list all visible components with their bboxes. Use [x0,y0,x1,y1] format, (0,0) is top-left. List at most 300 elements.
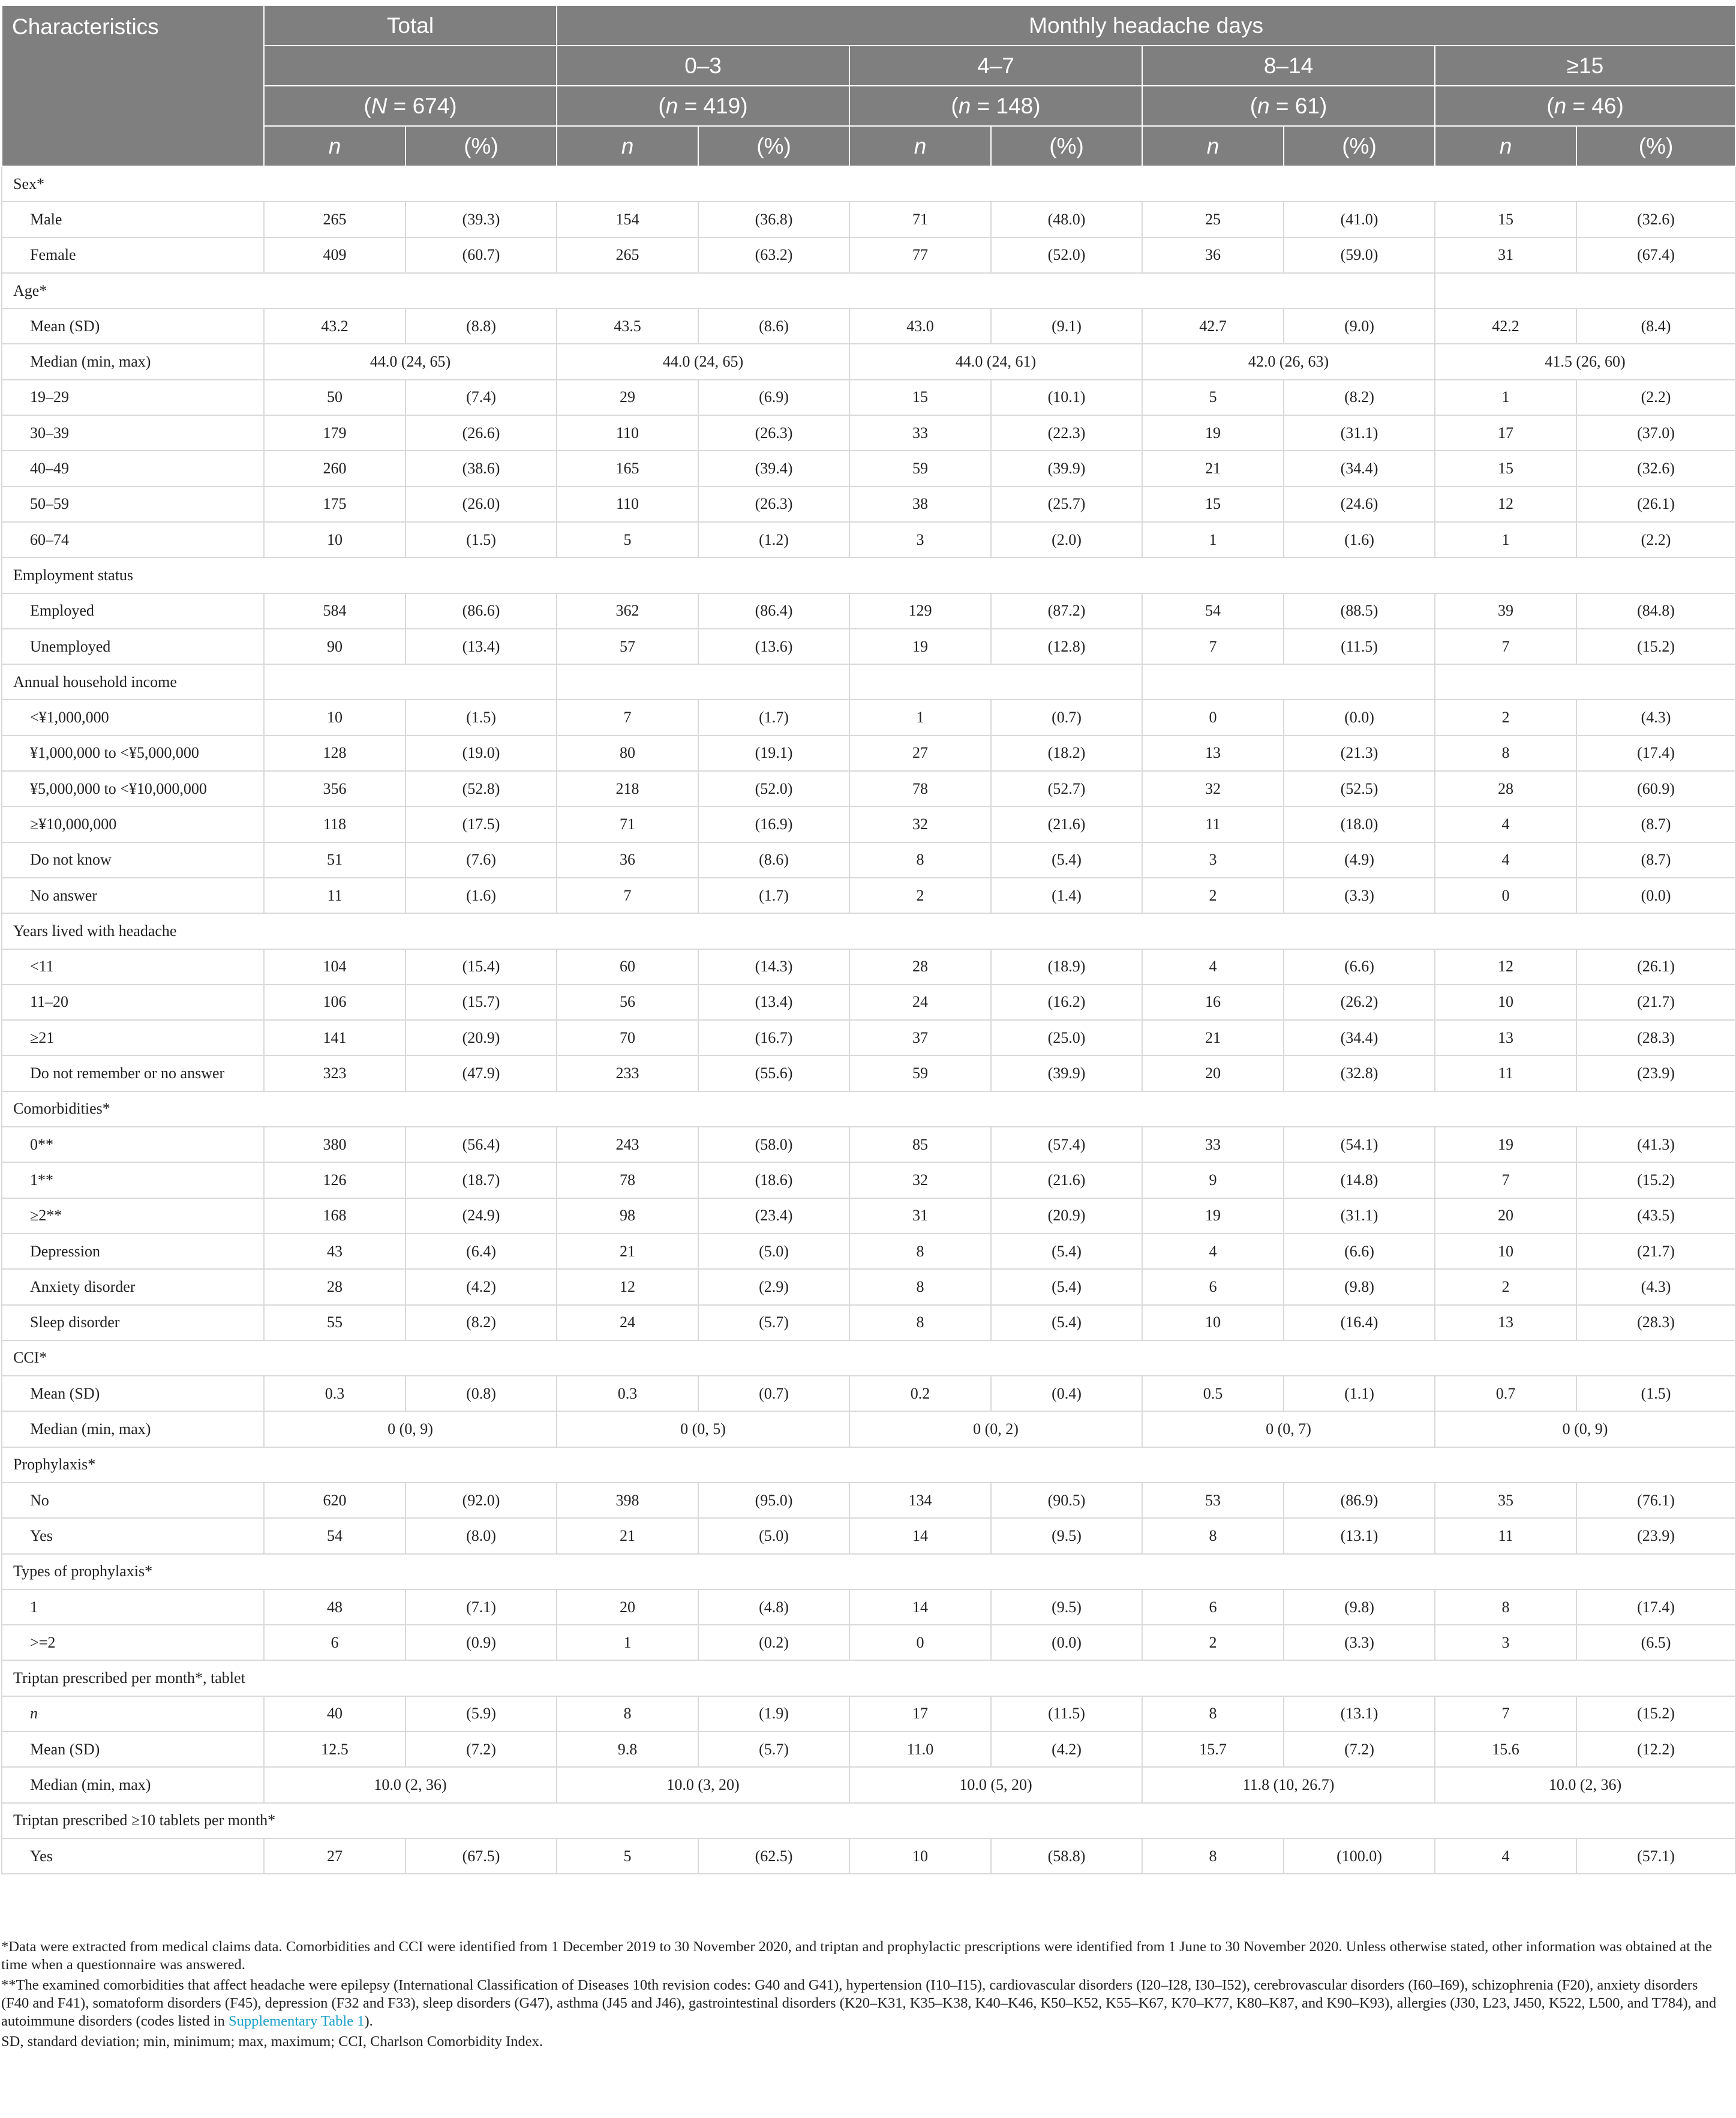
percent-cell: (0.4) [991,1376,1142,1411]
percent-cell: (55.6) [698,1055,849,1091]
percent-cell: (6.9) [698,380,849,415]
percent-cell: (22.3) [991,415,1142,451]
row-label: No answer [2,878,264,913]
table-row [2,1055,1735,1091]
count-cell: 7 [1142,629,1284,664]
percent-cell: (19.0) [406,736,557,771]
percent-cell: (0.0) [991,1625,1142,1660]
count-cell: 32 [1142,771,1284,806]
percent-cell: (20.9) [406,1020,557,1055]
percent-cell: (32.6) [1576,451,1735,486]
section-label: Comorbidities* [2,1091,1735,1127]
percent-cell: (8.6) [698,308,849,344]
percent-cell: (18.9) [991,949,1142,985]
percent-cell: (10.1) [991,380,1142,415]
table-row [2,1767,1735,1802]
empty-cell [849,664,1142,700]
row-label: ≥¥10,000,000 [2,806,264,842]
count-cell: 0 [1435,878,1576,913]
table-header [2,5,1735,166]
count-cell: 0 [1142,700,1284,735]
count-cell: 19 [1142,415,1284,451]
count-cell: 1 [1142,522,1284,557]
median-range-cell: 44.0 (24, 61) [849,344,1142,379]
count-cell: 0.5 [1142,1376,1284,1411]
header-group-15-plus: ≥15 [1435,46,1735,86]
section-row [2,1340,1735,1376]
section-label: Triptan prescribed per month*, tablet [2,1660,1735,1696]
percent-cell: (52.5) [1284,771,1435,806]
count-cell: 380 [264,1127,406,1162]
count-cell: 4 [1142,1234,1284,1269]
count-cell: 10 [849,1838,991,1874]
percent-cell: (8.8) [406,308,557,344]
percent-cell: (5.4) [991,1269,1142,1304]
count-cell: 3 [849,522,991,557]
percent-cell: (17.4) [1576,736,1735,771]
row-label: Mean (SD) [2,308,264,344]
section-row [2,913,1735,949]
median-range-cell: 10.0 (3, 20) [557,1767,849,1802]
percent-cell: (3.3) [1284,1625,1435,1660]
percent-cell: (13.1) [1284,1696,1435,1732]
percent-cell: (6.6) [1284,1234,1435,1269]
percent-cell: (0.2) [698,1625,849,1660]
count-cell: 19 [1435,1127,1576,1162]
count-cell: 126 [264,1162,406,1198]
section-row [2,557,1735,593]
percent-cell: (13.4) [406,629,557,664]
count-cell: 25 [1142,202,1284,237]
row-label: n [2,1696,264,1732]
row-label: 0** [2,1127,264,1162]
percent-cell: (5.0) [698,1234,849,1269]
percent-cell: (21.7) [1576,1234,1735,1269]
percent-cell: (23.9) [1576,1055,1735,1091]
percent-cell: (90.5) [991,1483,1142,1518]
percent-cell: (16.9) [698,806,849,842]
table-row [2,700,1735,735]
count-cell: 7 [557,878,698,913]
count-cell: 128 [264,736,406,771]
median-range-cell: 0 (0, 9) [1435,1411,1735,1447]
count-cell: 17 [849,1696,991,1732]
count-cell: 7 [1435,1696,1576,1732]
count-cell: 2 [1142,878,1284,913]
percent-cell: (60.7) [406,238,557,273]
header-col-percent: (%) [1576,126,1735,166]
count-cell: 60 [557,949,698,985]
percent-cell: (88.5) [1284,593,1435,629]
count-cell: 4 [1435,1838,1576,1874]
percent-cell: (43.5) [1576,1198,1735,1234]
percent-cell: (15.7) [406,985,557,1020]
row-label: Depression [2,1234,264,1269]
count-cell: 27 [849,736,991,771]
percent-cell: (8.0) [406,1518,557,1553]
count-cell: 129 [849,593,991,629]
count-cell: 11.0 [849,1732,991,1767]
percent-cell: (36.8) [698,202,849,237]
percent-cell: (4.3) [1576,700,1735,735]
count-cell: 59 [849,451,991,486]
percent-cell: (5.7) [698,1732,849,1767]
percent-cell: (9.0) [1284,308,1435,344]
empty-cell [1435,273,1735,308]
percent-cell: (39.9) [991,1055,1142,1091]
percent-cell: (12.2) [1576,1732,1735,1767]
percent-cell: (16.2) [991,985,1142,1020]
count-cell: 8 [1142,1518,1284,1553]
percent-cell: (8.7) [1576,806,1735,842]
percent-cell: (18.0) [1284,806,1435,842]
percent-cell: (9.5) [991,1589,1142,1625]
count-cell: 11 [1142,806,1284,842]
percent-cell: (1.4) [991,878,1142,913]
table-row [2,1234,1735,1269]
row-label: ¥1,000,000 to <¥5,000,000 [2,736,264,771]
count-cell: 28 [1435,771,1576,806]
count-cell: 21 [1142,451,1284,486]
header-monthly-headache-days: Monthly headache days [557,5,1735,46]
row-label: >=2 [2,1625,264,1660]
row-label: Anxiety disorder [2,1269,264,1304]
table-row [2,1198,1735,1234]
count-cell: 28 [264,1269,406,1304]
percent-cell: (21.3) [1284,736,1435,771]
count-cell: 7 [1435,629,1576,664]
count-cell: 13 [1435,1305,1576,1340]
count-cell: 3 [1142,842,1284,878]
percent-cell: (92.0) [406,1483,557,1518]
percent-cell: (4.8) [698,1589,849,1625]
section-label: Annual household income [2,664,264,700]
percent-cell: (26.1) [1576,487,1735,522]
percent-cell: (39.9) [991,451,1142,486]
table-body [2,166,1735,1874]
count-cell: 43.5 [557,308,698,344]
count-cell: 620 [264,1483,406,1518]
count-cell: 31 [1435,238,1576,273]
table-row [2,308,1735,344]
count-cell: 1 [1435,380,1576,415]
header-group-8-14: 8–14 [1142,46,1435,86]
count-cell: 53 [1142,1483,1284,1518]
section-label: Years lived with headache [2,913,1735,949]
percent-cell: (5.4) [991,1305,1142,1340]
count-cell: 8 [849,1305,991,1340]
count-cell: 154 [557,202,698,237]
count-cell: 31 [849,1198,991,1234]
header-col-n: n [849,126,991,166]
count-cell: 43.0 [849,308,991,344]
row-label: No [2,1483,264,1518]
percent-cell: (67.4) [1576,238,1735,273]
count-cell: 6 [1142,1589,1284,1625]
percent-cell: (3.3) [1284,878,1435,913]
count-cell: 19 [1142,1198,1284,1234]
count-cell: 356 [264,771,406,806]
percent-cell: (8.4) [1576,308,1735,344]
count-cell: 33 [849,415,991,451]
count-cell: 71 [849,202,991,237]
percent-cell: (24.6) [1284,487,1435,522]
percent-cell: (100.0) [1284,1838,1435,1874]
count-cell: 70 [557,1020,698,1055]
count-cell: 98 [557,1198,698,1234]
count-cell: 0.3 [557,1376,698,1411]
percent-cell: (2.2) [1576,380,1735,415]
row-label: ¥5,000,000 to <¥10,000,000 [2,771,264,806]
supplementary-table-link[interactable]: Supplementary Table 1 [229,2013,365,2029]
count-cell: 233 [557,1055,698,1091]
count-cell: 20 [557,1589,698,1625]
percent-cell: (6.4) [406,1234,557,1269]
percent-cell: (15.2) [1576,1696,1735,1732]
count-cell: 8 [849,842,991,878]
table-row [2,344,1735,379]
count-cell: 54 [1142,593,1284,629]
count-cell: 323 [264,1055,406,1091]
percent-cell: (25.7) [991,487,1142,522]
section-label: Sex* [2,166,1735,202]
percent-cell: (28.3) [1576,1020,1735,1055]
table-row [2,487,1735,522]
header-col-n: n [1435,126,1576,166]
table-row [2,380,1735,415]
count-cell: 15 [1435,451,1576,486]
percent-cell: (0.0) [1576,878,1735,913]
section-label: Prophylaxis* [2,1447,1735,1483]
count-cell: 33 [1142,1127,1284,1162]
count-cell: 8 [1142,1838,1284,1874]
table-row [2,1483,1735,1518]
percent-cell: (18.7) [406,1162,557,1198]
percent-cell: (16.4) [1284,1305,1435,1340]
median-range-cell: 0 (0, 7) [1142,1411,1435,1447]
row-label: 40–49 [2,451,264,486]
table-row [2,202,1735,237]
percent-cell: (5.7) [698,1305,849,1340]
percent-cell: (2.0) [991,522,1142,557]
percent-cell: (60.9) [1576,771,1735,806]
percent-cell: (23.9) [1576,1518,1735,1553]
percent-cell: (28.3) [1576,1305,1735,1340]
table-row [2,1162,1735,1198]
section-row [2,1660,1735,1696]
percent-cell: (15.2) [1576,629,1735,664]
count-cell: 38 [849,487,991,522]
median-range-cell: 0 (0, 9) [264,1411,557,1447]
table-row [2,949,1735,985]
percent-cell: (62.5) [698,1838,849,1874]
count-cell: 51 [264,842,406,878]
count-cell: 15 [849,380,991,415]
percent-cell: (6.5) [1576,1625,1735,1660]
header-characteristics: Characteristics [2,5,264,166]
table-row [2,1376,1735,1411]
percent-cell: (34.4) [1284,451,1435,486]
count-cell: 42.2 [1435,308,1576,344]
percent-cell: (4.2) [991,1732,1142,1767]
row-label: Unemployed [2,629,264,664]
section-row [2,166,1735,202]
percent-cell: (57.4) [991,1127,1142,1162]
row-label: Mean (SD) [2,1376,264,1411]
percent-cell: (25.0) [991,1020,1142,1055]
section-label: CCI* [2,1340,1735,1376]
percent-cell: (17.4) [1576,1589,1735,1625]
row-label: Sleep disorder [2,1305,264,1340]
percent-cell: (21.6) [991,1162,1142,1198]
percent-cell: (9.8) [1284,1589,1435,1625]
median-range-cell: 0 (0, 2) [849,1411,1142,1447]
count-cell: 110 [557,415,698,451]
count-cell: 78 [849,771,991,806]
row-label: Do not know [2,842,264,878]
count-cell: 32 [849,1162,991,1198]
count-cell: 40 [264,1696,406,1732]
count-cell: 260 [264,451,406,486]
row-label: ≥21 [2,1020,264,1055]
percent-cell: (59.0) [1284,238,1435,273]
table-row [2,1518,1735,1553]
empty-cell [1142,664,1435,700]
count-cell: 8 [557,1696,698,1732]
table-row [2,1411,1735,1447]
row-label: Median (min, max) [2,1767,264,1802]
count-cell: 14 [849,1589,991,1625]
table-row [2,1838,1735,1874]
percent-cell: (5.9) [406,1696,557,1732]
count-cell: 1 [557,1625,698,1660]
count-cell: 32 [849,806,991,842]
percent-cell: (5.4) [991,1234,1142,1269]
count-cell: 77 [849,238,991,273]
header-sample-size: (n = 61) [1142,86,1435,126]
table-row [2,1589,1735,1625]
count-cell: 168 [264,1198,406,1234]
table-row [2,736,1735,771]
percent-cell: (8.7) [1576,842,1735,878]
percent-cell: (87.2) [991,593,1142,629]
percent-cell: (56.4) [406,1127,557,1162]
percent-cell: (9.5) [991,1518,1142,1553]
row-label: Mean (SD) [2,1732,264,1767]
count-cell: 10 [1142,1305,1284,1340]
count-cell: 19 [849,629,991,664]
percent-cell: (34.4) [1284,1020,1435,1055]
count-cell: 54 [264,1518,406,1553]
count-cell: 7 [1435,1162,1576,1198]
table-row [2,771,1735,806]
percent-cell: (20.9) [991,1198,1142,1234]
header-sample-size: (n = 419) [557,86,849,126]
count-cell: 9 [1142,1162,1284,1198]
count-cell: 48 [264,1589,406,1625]
count-cell: 265 [557,238,698,273]
percent-cell: (16.7) [698,1020,849,1055]
row-label: 19–29 [2,380,264,415]
percent-cell: (1.5) [406,522,557,557]
header-sample-size: (N = 674) [264,86,557,126]
count-cell: 8 [1435,1589,1576,1625]
empty-cell [557,664,849,700]
percent-cell: (41.0) [1284,202,1435,237]
count-cell: 409 [264,238,406,273]
percent-cell: (7.2) [406,1732,557,1767]
row-label: <¥1,000,000 [2,700,264,735]
table-row [2,806,1735,842]
count-cell: 59 [849,1055,991,1091]
percent-cell: (58.8) [991,1838,1142,1874]
row-label: 60–74 [2,522,264,557]
percent-cell: (31.1) [1284,1198,1435,1234]
count-cell: 5 [557,1838,698,1874]
count-cell: 15.6 [1435,1732,1576,1767]
header-col-percent: (%) [406,126,557,166]
percent-cell: (2.9) [698,1269,849,1304]
count-cell: 3 [1435,1625,1576,1660]
header-col-percent: (%) [991,126,1142,166]
section-label: Triptan prescribed ≥10 tablets per month* [2,1803,1735,1838]
count-cell: 20 [1435,1198,1576,1234]
count-cell: 21 [1142,1020,1284,1055]
percent-cell: (26.3) [698,415,849,451]
table-row [2,415,1735,451]
header-group-0-3: 0–3 [557,46,849,86]
section-row [2,273,1735,308]
count-cell: 0 [849,1625,991,1660]
median-range-cell: 10.0 (5, 20) [849,1767,1142,1802]
percent-cell: (4.9) [1284,842,1435,878]
row-label: Median (min, max) [2,344,264,379]
percent-cell: (6.6) [1284,949,1435,985]
count-cell: 1 [1435,522,1576,557]
header-col-percent: (%) [1284,126,1435,166]
percent-cell: (7.1) [406,1589,557,1625]
section-label: Age* [2,273,1435,308]
percent-cell: (1.7) [698,700,849,735]
percent-cell: (86.9) [1284,1483,1435,1518]
count-cell: 39 [1435,593,1576,629]
count-cell: 10 [1435,1234,1576,1269]
count-cell: 71 [557,806,698,842]
percent-cell: (26.3) [698,487,849,522]
percent-cell: (9.1) [991,308,1142,344]
percent-cell: (21.7) [1576,985,1735,1020]
percent-cell: (14.3) [698,949,849,985]
row-label: 50–59 [2,487,264,522]
count-cell: 12 [557,1269,698,1304]
section-row [2,1447,1735,1483]
count-cell: 265 [264,202,406,237]
percent-cell: (47.9) [406,1055,557,1091]
percent-cell: (1.6) [406,878,557,913]
count-cell: 16 [1142,985,1284,1020]
count-cell: 243 [557,1127,698,1162]
percent-cell: (58.0) [698,1127,849,1162]
percent-cell: (19.1) [698,736,849,771]
percent-cell: (63.2) [698,238,849,273]
count-cell: 9.8 [557,1732,698,1767]
median-range-cell: 10.0 (2, 36) [264,1767,557,1802]
percent-cell: (31.1) [1284,415,1435,451]
count-cell: 50 [264,380,406,415]
count-cell: 85 [849,1127,991,1162]
row-label: 30–39 [2,415,264,451]
table-row [2,522,1735,557]
